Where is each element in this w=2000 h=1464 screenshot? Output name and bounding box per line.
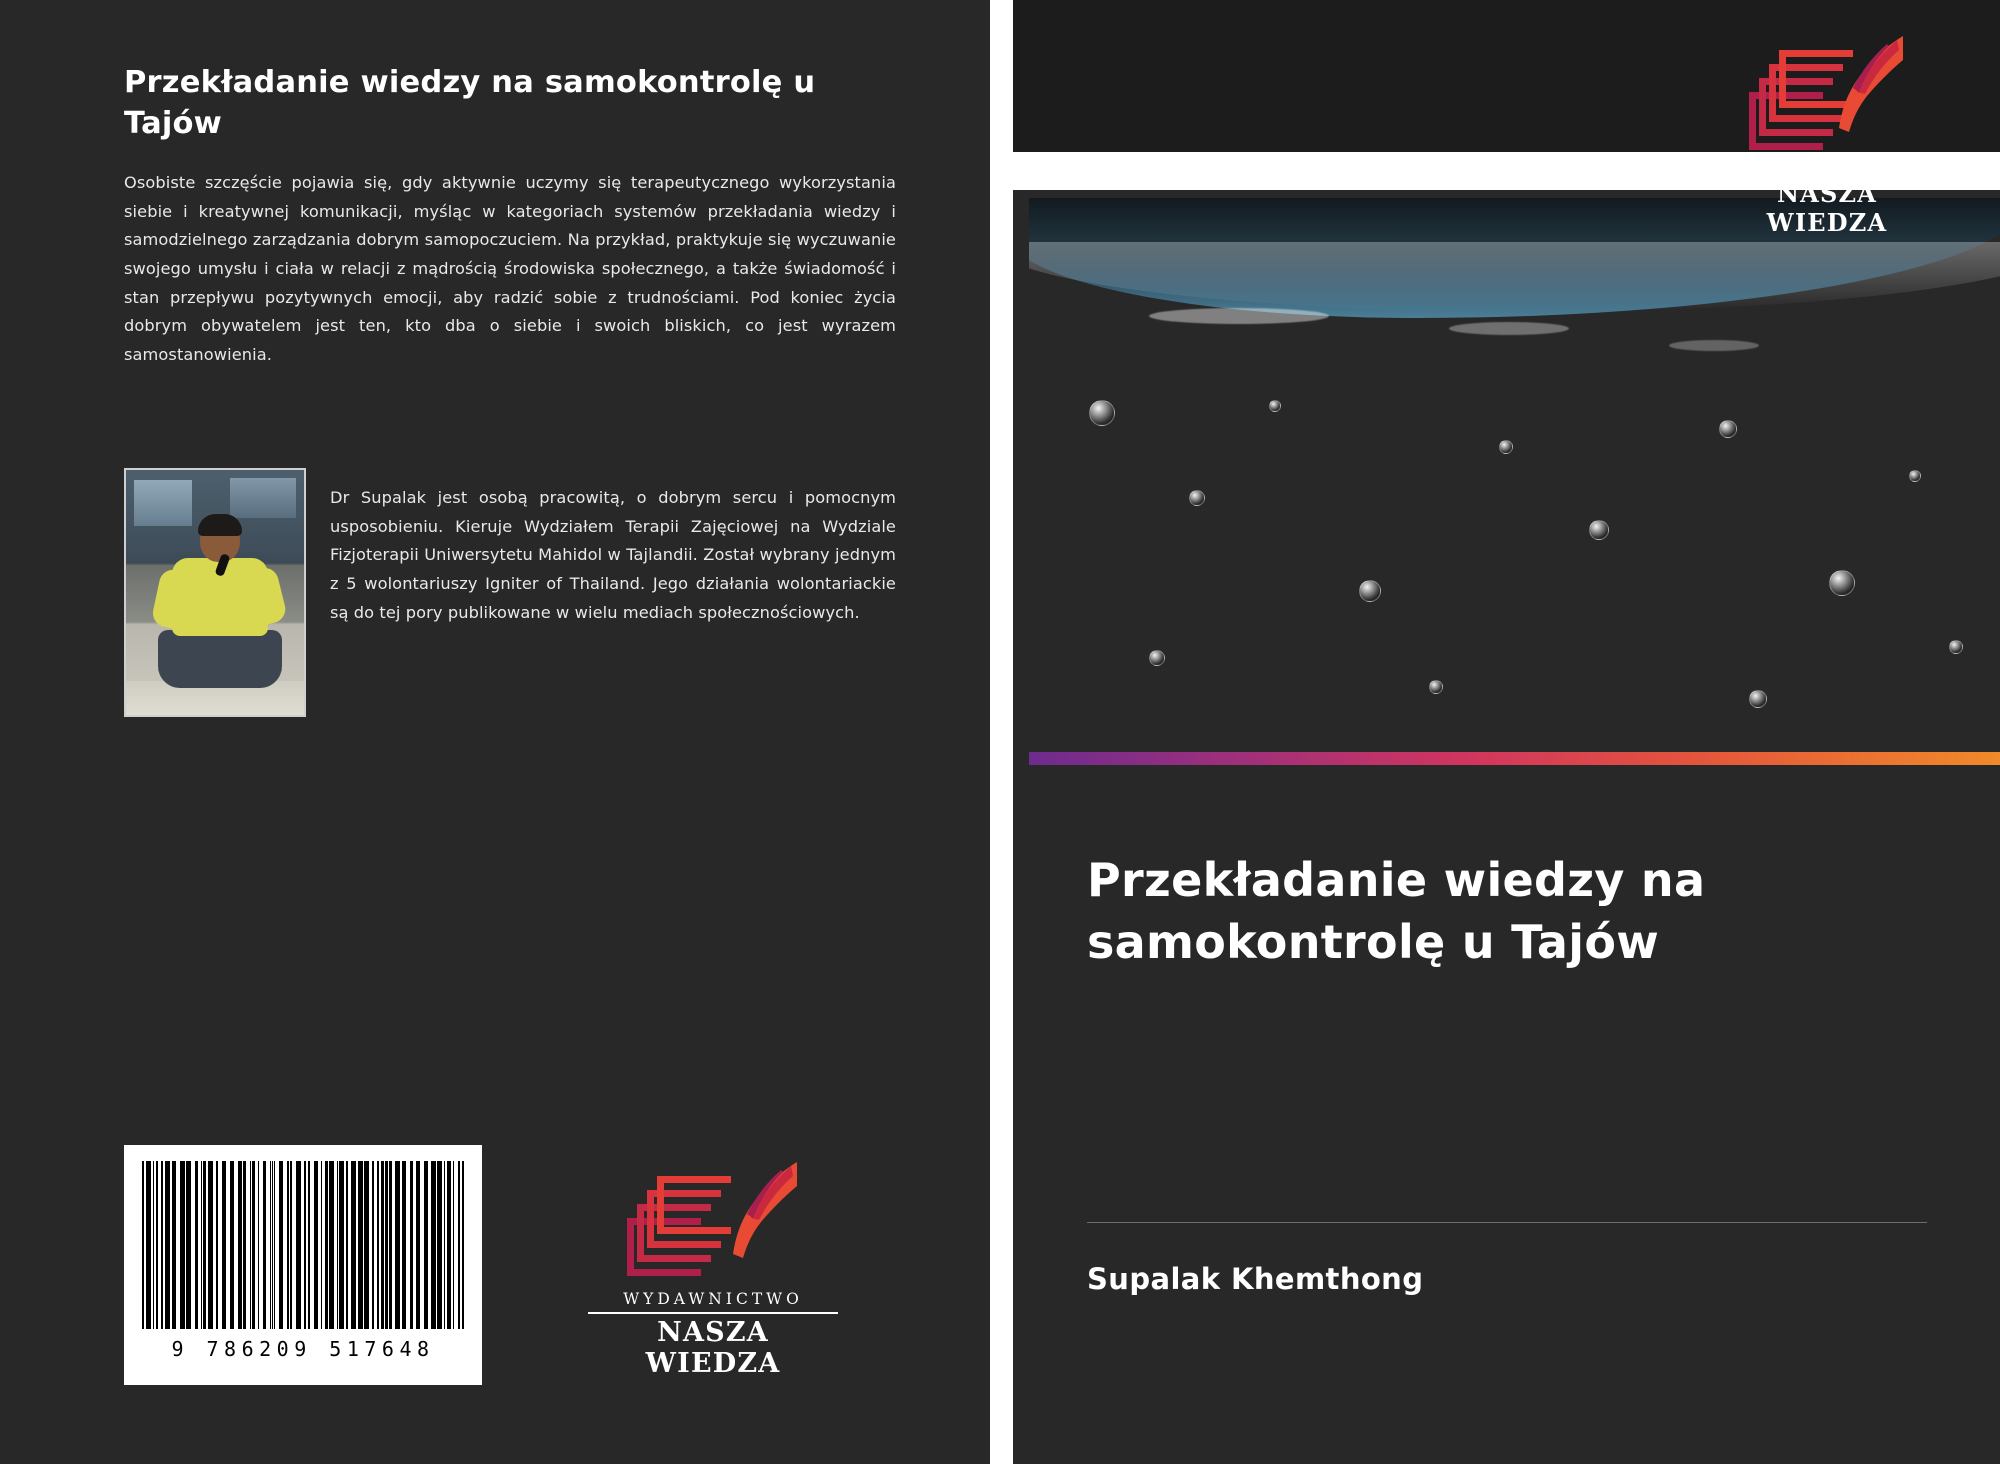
water-glint-1 (1149, 308, 1329, 324)
publisher-line2: NASZA WIEDZA (1712, 174, 1942, 237)
author-photo (124, 468, 306, 717)
publisher-logo-back (588, 1160, 838, 1379)
publisher-logo-text-front (1712, 154, 1942, 237)
front-cover-title: Przekładanie wiedzy na samokontrolę u Tajów (1087, 852, 1706, 969)
book-spine (990, 0, 1013, 1464)
back-cover-text-block (124, 62, 896, 370)
bubble-12 (1749, 690, 1767, 708)
barcode-bar (462, 1161, 464, 1329)
bubble-13 (1949, 640, 1963, 654)
bubble-7 (1719, 420, 1737, 438)
author-bio-text: Dr Supalak jest osobą pracowitą, o dobrym sercu i pomocnym usposobieniu. Kieruje Wydziałem Terapii Zajęciowej na Wydziale Fizjoterapii Uniwersytetu Mahidol w Tajlandii. Został wybrany jednym z 5 wolontariuszy Igniter of Thailand. Jego działania wolontariackie są do tej pory publikowane w wielu mediach społecznościowych. (330, 488, 896, 622)
bubble-3 (1269, 400, 1281, 412)
publisher-logo-front (1712, 34, 1942, 237)
front-divider (1087, 1222, 1927, 1223)
photo-window-right (230, 478, 296, 518)
publisher-logo-text (588, 1290, 838, 1379)
photo-person-hair (198, 514, 242, 536)
publisher-line1: WYDAWNICTWO (1748, 154, 1906, 170)
photo-person-legs (158, 630, 282, 688)
bubble-6 (1589, 520, 1609, 540)
feather-icon (1819, 34, 1905, 138)
bubble-10 (1149, 650, 1165, 666)
cover-image-water (1029, 190, 2000, 752)
front-cover (1013, 0, 2000, 1464)
bubble-11 (1429, 680, 1443, 694)
feather-icon (713, 1160, 799, 1264)
publisher-logo-icon (621, 1160, 805, 1280)
barcode-digits: 9 786209 517648 (171, 1337, 435, 1361)
bubble-4 (1359, 580, 1381, 602)
bubble-2 (1189, 490, 1205, 506)
author-bio-block (124, 468, 896, 717)
water-glint-3 (1669, 340, 1759, 351)
barcode (124, 1145, 482, 1385)
publisher-line2: NASZA WIEDZA (588, 1312, 838, 1379)
bubble-8 (1829, 570, 1855, 596)
front-cover-author: Supalak Khemthong (1087, 1262, 1424, 1296)
back-cover-blurb: Osobiste szczęście pojawia się, gdy aktywnie uczymy się terapeutycznego wykorzystania siebie i kreatywnej komunikacji, myśląc w kategoriach systemów przekładania wiedzy i samodzielnego zarządzania dobrym samopoczuciem. Na przykład, praktykuje się wyczuwanie swojego umysłu i ciała w relacji z mądrością środowiska społecznego, a także świadomość i stan przepływu pozytywnych emocji, aby radzić sobie z trudnościami. Pod koniec życia dobrym obywatelem jest ten, kto dba o siebie i swoich bliskich, co jest wyrazem samostanowienia. (124, 172, 896, 364)
back-cover (0, 0, 990, 1464)
photo-window-left (134, 480, 192, 526)
back-cover-title: Przekładanie wiedzy na samokontrolę u Tajów (124, 65, 816, 142)
barcode-bars (142, 1161, 464, 1329)
publisher-logo-icon-front (1743, 34, 1911, 144)
accent-color-bar (1029, 752, 2000, 765)
publisher-line1: WYDAWNICTWO (623, 1290, 803, 1308)
bubble-5 (1499, 440, 1513, 454)
water-glint-2 (1449, 322, 1569, 335)
bubble-1 (1089, 400, 1115, 426)
bubble-9 (1909, 470, 1921, 482)
